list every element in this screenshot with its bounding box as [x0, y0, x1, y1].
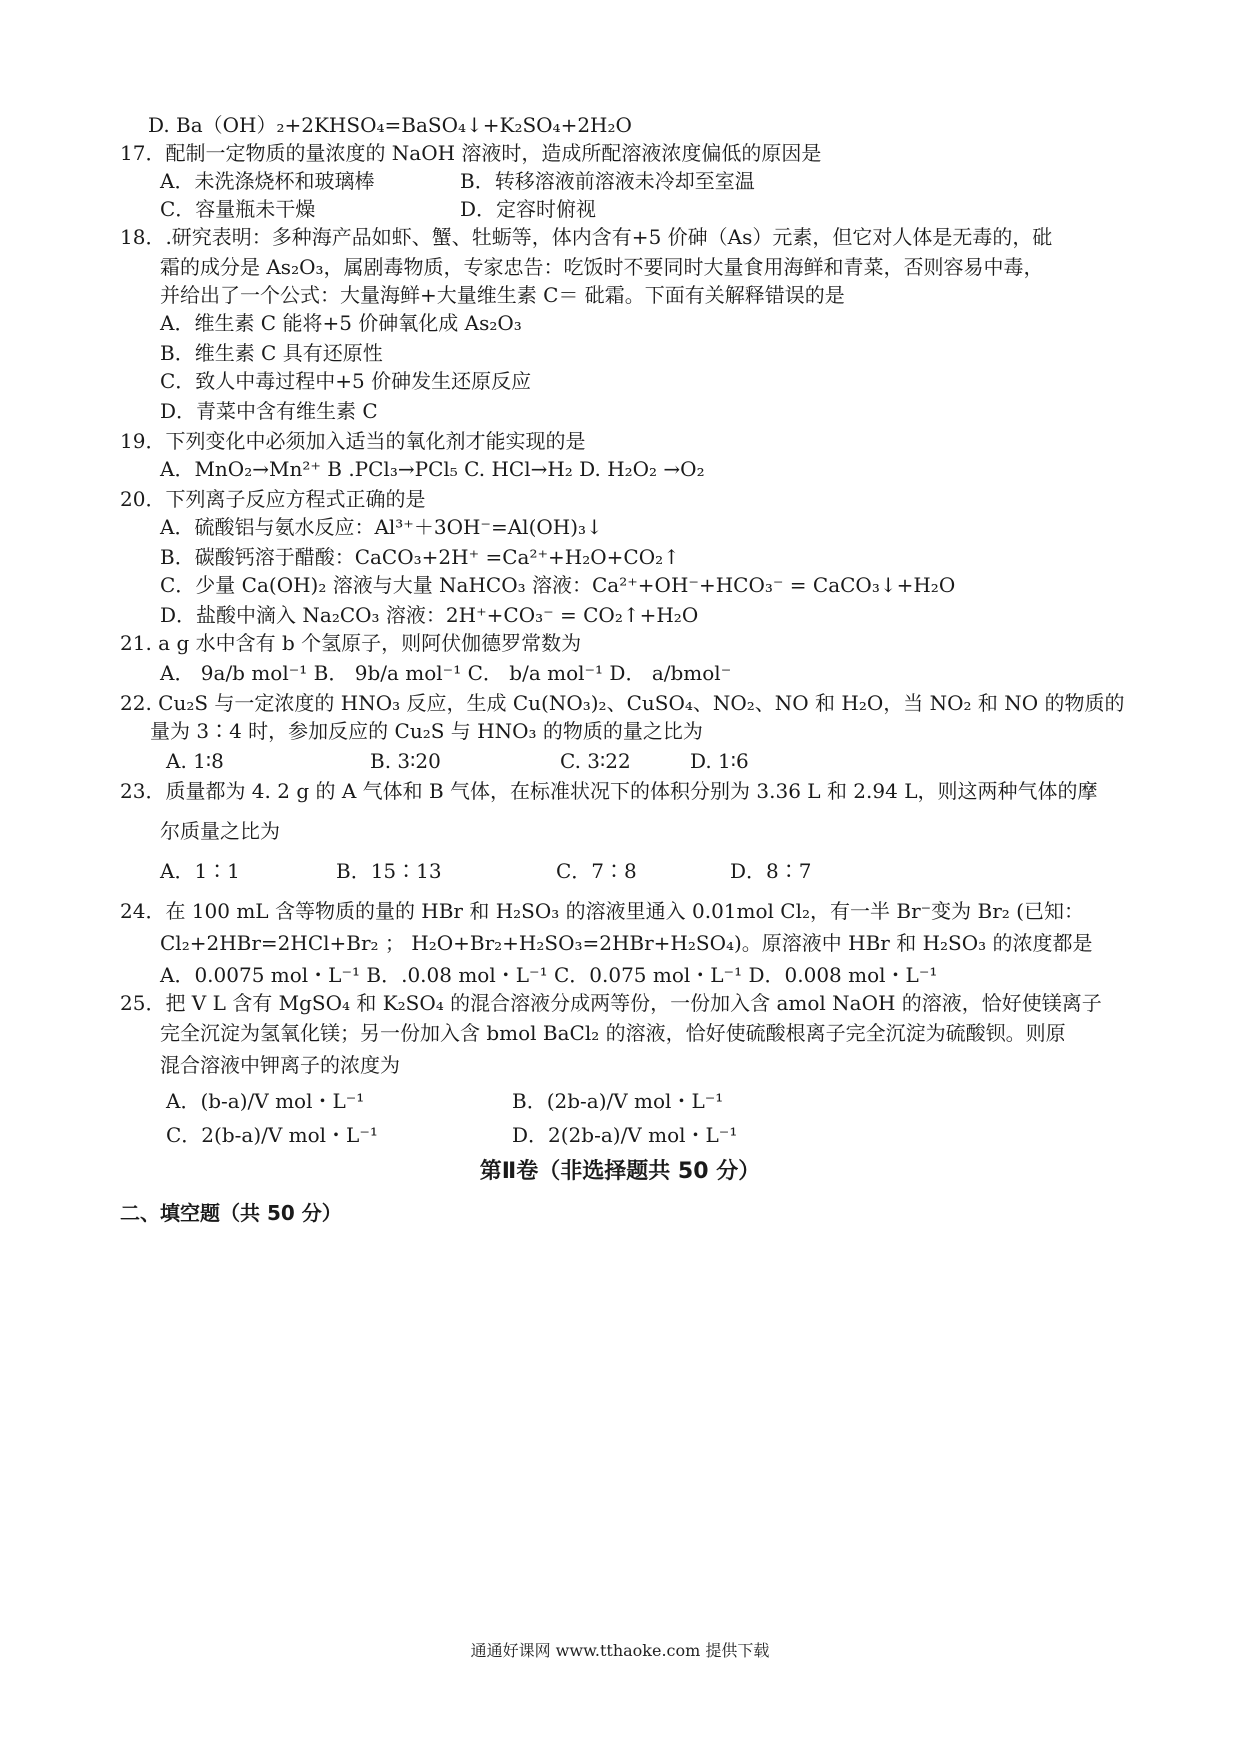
question-20: 20．下列离子反应方程式正确的是: [120, 487, 426, 511]
question-18-line2: 霜的成分是 As₂O₃，属剧毒物质，专家忠告：吃饭时不要同时大量食用海鲜和青菜，否则容易中毒，: [160, 255, 1044, 279]
q22-option-d: D. 1∶6: [690, 749, 749, 773]
q20-option-d: D．盐酸中滴入 Na₂CO₃ 溶液：2H⁺+CO₃⁻ = CO₂↑+H₂O: [160, 603, 699, 627]
q23-option-c: C．7∶8: [556, 859, 637, 883]
question-23-line2: 尔质量之比为: [160, 819, 280, 843]
question-25-line1: 25．把 V L 含有 MgSO₄ 和 K₂SO₄ 的混合溶液分成两等份，一份加入含 amol NaOH 的溶液，恰好使镁离子: [120, 991, 1102, 1015]
q20-option-c: C．少量 Ca(OH)₂ 溶液与大量 NaHCO₃ 溶液：Ca²⁺+OH⁻+HCO₃⁻ = CaCO₃↓+H₂O: [160, 573, 956, 597]
q21-options: A． 9a/b mol⁻¹ B． 9b/a mol⁻¹ C． b/a mol⁻¹ D． a/bmol⁻: [160, 661, 732, 685]
q18-option-b: B．维生素 C 具有还原性: [160, 341, 383, 365]
q22-option-a: A. 1∶8: [166, 749, 224, 773]
question-23-line1: 23．质量都为 4. 2 g 的 A 气体和 B 气体，在标准状况下的体积分别为 3.36 L 和 2.94 L，则这两种气体的摩: [120, 779, 1098, 803]
q25-option-c: C．2(b-a)/V mol・L⁻¹: [166, 1123, 378, 1147]
question-19: 19．下列变化中必须加入适当的氧化剂才能实现的是: [120, 429, 586, 453]
q18-option-c: C．致人中毒过程中+5 价砷发生还原反应: [160, 369, 532, 393]
q19-options: A．MnO₂→Mn²⁺ B .PCl₃→PCl₅ C. HCl→H₂ D. H₂O₂ →O₂: [160, 457, 705, 481]
question-25-line3: 混合溶液中钾离子的浓度为: [160, 1053, 400, 1077]
page-footer: 通通好课网 www.tthaoke.com 提供下载: [470, 1641, 770, 1660]
q17-option-b: B．转移溶液前溶液未冷却至室温: [460, 169, 755, 193]
question-24-line2: Cl₂+2HBr=2HCl+Br₂ ； H₂O+Br₂+H₂SO₃=2HBr+H₂SO₄)。原溶液中 HBr 和 H₂SO₃ 的浓度都是: [160, 931, 1093, 955]
question-22-line2: 量为 3∶4 时，参加反应的 Cu₂S 与 HNO₃ 的物质的量之比为: [150, 719, 703, 743]
q25-option-b: B．(2b-a)/V mol・L⁻¹: [512, 1089, 724, 1113]
question-21: 21. a g 水中含有 b 个氢原子，则阿伏伽德罗常数为: [120, 631, 582, 655]
q18-option-d: D．青菜中含有维生素 C: [160, 399, 378, 423]
part-2-title: 第Ⅱ卷（非选择题共 50 分）: [479, 1159, 761, 1184]
question-24-line1: 24．在 100 mL 含等物质的量的 HBr 和 H₂SO₃ 的溶液里通入 0.01mol Cl₂，有一半 Br⁻变为 Br₂ (已知：: [120, 899, 1084, 923]
q22-option-b: B. 3∶20: [370, 749, 441, 773]
question-18-line3: 并给出了一个公式：大量海鲜+大量维生素 C＝ 砒霜。下面有关解释错误的是: [160, 283, 845, 307]
q23-option-b: B．15∶13: [336, 859, 442, 883]
section-2-title: 二、填空题（共 50 分）: [120, 1201, 342, 1225]
question-25-line2: 完全沉淀为氢氧化镁；另一份加入含 bmol BaCl₂ 的溶液，恰好使硫酸根离子完全沉淀为硫酸钡。则原: [160, 1021, 1066, 1045]
q22-option-c: C. 3∶22: [560, 749, 631, 773]
q23-option-d: D．8∶7: [730, 859, 812, 883]
q25-option-a: A．(b-a)/V mol・L⁻¹: [166, 1089, 365, 1113]
q24-options: A．0.0075 mol・L⁻¹ B．.0.08 mol・L⁻¹ C．0.075 mol・L⁻¹ D．0.008 mol・L⁻¹: [160, 963, 938, 987]
question-18-line1: 18．.研究表明：多种海产品如虾、蟹、牡蛎等，体内含有+5 价砷（As）元素，但它对人体是无毒的，砒: [120, 225, 1053, 249]
q18-option-a: A．维生素 C 能将+5 价砷氧化成 As₂O₃: [160, 311, 522, 335]
question-22-line1: 22. Cu₂S 与一定浓度的 HNO₃ 反应，生成 Cu(NO₃)₂、CuSO₄、NO₂、NO 和 H₂O，当 NO₂ 和 NO 的物质的: [120, 691, 1125, 715]
q23-option-a: A．1∶1: [160, 859, 240, 883]
q16-option-d: D. Ba（OH）₂+2KHSO₄=BaSO₄↓+K₂SO₄+2H₂O: [148, 113, 632, 137]
q17-option-c: C．容量瓶未干燥: [160, 197, 316, 221]
question-17: 17．配制一定物质的量浓度的 NaOH 溶液时，造成所配溶液浓度偏低的原因是: [120, 141, 822, 165]
q20-option-b: B．碳酸钙溶于醋酸：CaCO₃+2H⁺ =Ca²⁺+H₂O+CO₂↑: [160, 545, 680, 569]
q17-option-d: D．定容时俯视: [460, 197, 597, 221]
q20-option-a: A．硫酸铝与氨水反应：Al³⁺＋3OH⁻=Al(OH)₃↓: [160, 515, 603, 539]
q25-option-d: D．2(2b-a)/V mol・L⁻¹: [512, 1123, 738, 1147]
q17-option-a: A．未洗涤烧杯和玻璃棒: [160, 169, 375, 193]
